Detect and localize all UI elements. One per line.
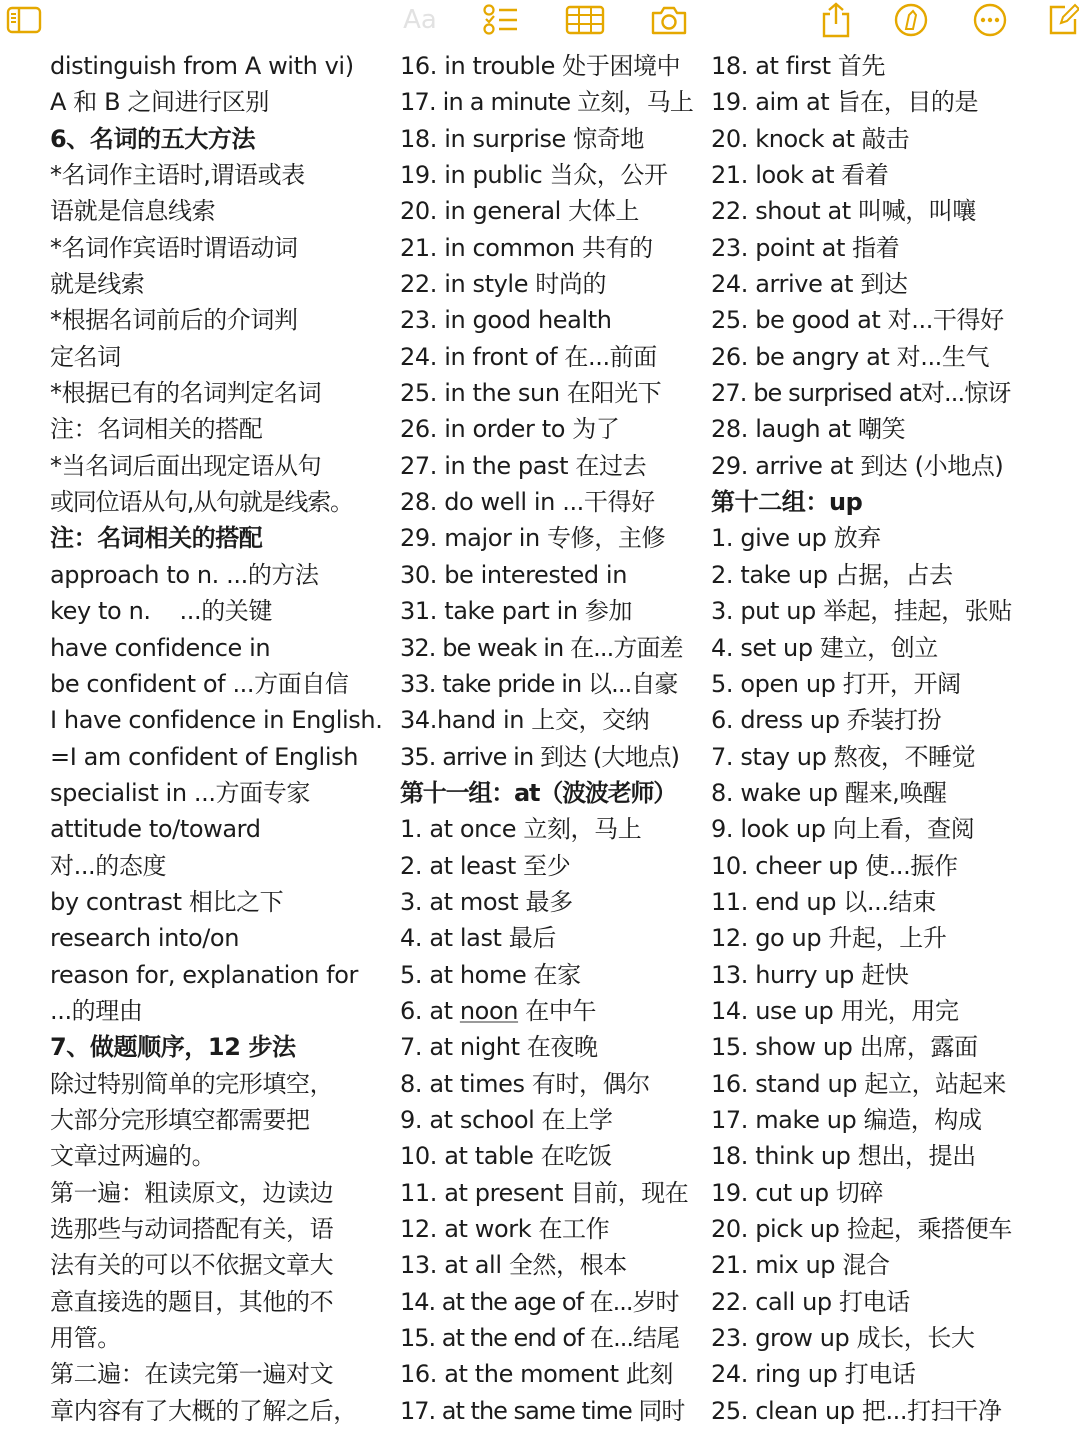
markup-button[interactable] bbox=[891, 2, 931, 38]
note-line: 23. in good health bbox=[400, 306, 612, 335]
note-line: 15. show up 出席，露面 bbox=[711, 1033, 978, 1062]
note-line: 第二遍：在读完第一遍对文 bbox=[50, 1360, 334, 1389]
note-line: key to n. ...的关键 bbox=[50, 597, 273, 626]
note-line: 18. think up 想出，提出 bbox=[711, 1142, 976, 1171]
note-line: 章内容有了大概的了解之后， bbox=[50, 1396, 357, 1425]
note-line: *名词作主语时,谓语或表 bbox=[50, 161, 305, 190]
note-line: 22. shout at 叫喊，叫嚷 bbox=[711, 197, 976, 226]
note-column-3 bbox=[711, 48, 1051, 1429]
note-line: 25. clean up 把...打扫干净 bbox=[711, 1396, 1002, 1425]
note-line: 9. at school 在上学 bbox=[400, 1105, 613, 1134]
note-line: 21. mix up 混合 bbox=[711, 1251, 890, 1280]
note-line: 13. hurry up 赶快 bbox=[711, 960, 909, 989]
note-line: 20. pick up 捡起，乘搭便车 bbox=[711, 1215, 1012, 1243]
note-line: 25. in the sun 在阳光下 bbox=[400, 379, 662, 408]
note-line: 18. at first 首先 bbox=[711, 52, 886, 80]
note-line: research into/on bbox=[50, 924, 240, 953]
note-line: 29. arrive at 到达 (小地点) bbox=[711, 451, 1004, 480]
note-line: 20. in general 大体上 bbox=[400, 197, 639, 226]
note-line: 12. go up 升起，上升 bbox=[711, 924, 947, 953]
note-line: specialist in ...方面专家 bbox=[50, 778, 310, 807]
note-line: 3. put up 举起，挂起，张贴 bbox=[711, 597, 1012, 626]
note-line: 27. be surprised at对...惊讶 bbox=[711, 379, 1011, 408]
compose-icon bbox=[1047, 3, 1079, 37]
note-line: 5. at home 在家 bbox=[400, 960, 581, 989]
checklist-icon bbox=[482, 3, 520, 37]
note-line: 16. in trouble 处于困境中 bbox=[400, 52, 681, 80]
note-line: 28. do well in ...干得好 bbox=[400, 488, 655, 517]
note-line: 语就是信息线索 bbox=[50, 197, 216, 226]
note-line: 13. at all 全然，根本 bbox=[400, 1251, 627, 1280]
note-line: 5. open up 打开，开阔 bbox=[711, 669, 961, 698]
note-line: 对...的态度 bbox=[50, 851, 167, 880]
note-line: 14. use up 用光，用完 bbox=[711, 996, 959, 1025]
more-button[interactable] bbox=[970, 2, 1010, 38]
note-line: 28. laugh at 嘲笑 bbox=[711, 415, 906, 444]
note-line: 12. at work 在工作 bbox=[400, 1215, 610, 1243]
section-heading: 第十二组：up bbox=[711, 488, 863, 517]
note-line-suffix: 在中午 bbox=[518, 996, 597, 1025]
note-line: have confidence in bbox=[50, 633, 271, 662]
sidebar-icon bbox=[6, 6, 42, 34]
note-line: 20. knock at 敲击 bbox=[711, 124, 910, 153]
note-line: ...的理由 bbox=[50, 996, 143, 1025]
note-line bbox=[400, 993, 705, 1029]
note-line: *名词作宾语时谓语动词 bbox=[50, 233, 298, 262]
note-line: 26. be angry at 对...生气 bbox=[711, 342, 990, 371]
note-line: 第一遍：粗读原文，边读边 bbox=[50, 1178, 334, 1207]
note-line: 19. aim at 旨在，目的是 bbox=[711, 88, 979, 117]
table-icon bbox=[565, 5, 605, 35]
note-line: 35. arrive in 到达 (大地点) bbox=[400, 742, 680, 771]
note-line: 意直接选的题目，其他的不 bbox=[50, 1287, 334, 1316]
note-line: 33. take pride in 以...自豪 bbox=[400, 669, 678, 698]
note-line: 10. at table 在吃饭 bbox=[400, 1142, 612, 1171]
note-line: 7. stay up 熬夜，不睡觉 bbox=[711, 742, 976, 771]
share-button[interactable] bbox=[816, 2, 856, 38]
note-line: 22. in style 时尚的 bbox=[400, 270, 607, 299]
notes-toolbar bbox=[0, 0, 1080, 42]
note-line: 6. dress up 乔装打扮 bbox=[711, 706, 942, 735]
note-line: distinguish from A with vi) bbox=[50, 52, 354, 80]
note-line: 24. in front of 在...前面 bbox=[400, 342, 657, 371]
note-line: 34.hand in 上交，交纳 bbox=[400, 706, 650, 735]
note-line: 31. take part in 参加 bbox=[400, 597, 633, 626]
note-line: 1. at once 立刻，马上 bbox=[400, 815, 642, 844]
note-line: 17. in a minute 立刻，马上 bbox=[400, 88, 694, 117]
format-text-icon: Aa bbox=[403, 5, 437, 35]
note-line: 26. in order to 为了 bbox=[400, 415, 620, 444]
note-line: 除过特别简单的完形填空， bbox=[50, 1069, 334, 1098]
note-line: 14. at the age of 在...岁时 bbox=[400, 1287, 679, 1316]
note-line: I have confidence in English. bbox=[50, 706, 383, 735]
note-line: attitude to/toward bbox=[50, 815, 261, 844]
note-line: 注：名词相关的搭配 bbox=[50, 415, 263, 444]
note-line: 4. set up 建立，创立 bbox=[711, 633, 938, 662]
note-line: 23. grow up 成长，长大 bbox=[711, 1324, 975, 1353]
note-line: 11. end up 以...结束 bbox=[711, 887, 936, 916]
note-column-1 bbox=[50, 48, 395, 1429]
note-line: 10. cheer up 使...振作 bbox=[711, 851, 958, 880]
note-line: 17. make up 编造，构成 bbox=[711, 1105, 982, 1134]
note-line: 23. point at 指着 bbox=[711, 233, 900, 262]
text-format-button[interactable] bbox=[398, 2, 442, 38]
note-line: =I am confident of English bbox=[50, 742, 359, 771]
note-line: 21. in common 共有的 bbox=[400, 233, 653, 262]
underlined-word: noon bbox=[459, 996, 519, 1025]
note-line: *当名词后面出现定语从句 bbox=[50, 451, 322, 480]
note-line: 16. stand up 起立，站起来 bbox=[711, 1069, 1006, 1098]
checklist-button[interactable] bbox=[480, 2, 522, 38]
note-line: 30. be interested in bbox=[400, 560, 628, 589]
note-line: 17. at the same time 同时 bbox=[400, 1396, 685, 1425]
note-line: approach to n. ...的方法 bbox=[50, 560, 319, 589]
note-line: 22. call up 打电话 bbox=[711, 1287, 910, 1316]
note-line: 32. be weak in 在...方面差 bbox=[400, 633, 683, 662]
note-line: 8. wake up 醒来,唤醒 bbox=[711, 778, 947, 807]
note-line: 24. ring up 打电话 bbox=[711, 1360, 916, 1389]
note-line: A 和 B 之间进行区别 bbox=[50, 88, 269, 117]
note-line: 21. look at 看着 bbox=[711, 161, 889, 190]
more-icon bbox=[973, 3, 1007, 37]
sidebar-toggle-button[interactable] bbox=[4, 2, 44, 38]
note-line: 就是线索 bbox=[50, 270, 145, 299]
note-line: be confident of ...方面自信 bbox=[50, 669, 349, 698]
section-heading: 第十一组：at（波波老师） bbox=[400, 778, 677, 807]
note-line: 3. at most 最多 bbox=[400, 887, 573, 916]
note-line: 29. major in 专修，主修 bbox=[400, 524, 666, 553]
note-line: 24. arrive at 到达 bbox=[711, 270, 908, 299]
note-line: 25. be good at 对...干得好 bbox=[711, 306, 1004, 335]
note-line: 9. look up 向上看，查阅 bbox=[711, 815, 975, 844]
table-button[interactable] bbox=[563, 2, 607, 38]
section-heading: 6、名词的五大方法 bbox=[50, 124, 256, 153]
note-line: 15. at the end of 在...结尾 bbox=[400, 1324, 680, 1353]
note-line: 18. in surprise 惊奇地 bbox=[400, 124, 644, 153]
note-line: 2. at least 至少 bbox=[400, 851, 571, 880]
note-line: 文章过两遍的。 bbox=[50, 1142, 216, 1171]
section-heading: 注：名词相关的搭配 bbox=[50, 524, 263, 553]
note-line: 7. at night 在夜晚 bbox=[400, 1033, 598, 1062]
share-icon bbox=[820, 2, 852, 38]
note-line: 4. at last 最后 bbox=[400, 924, 556, 953]
note-line: 11. at present 目前，现在 bbox=[400, 1178, 689, 1207]
note-line: 8. at times 有时，偶尔 bbox=[400, 1069, 650, 1098]
note-line: 或同位语从句,从句就是线索。 bbox=[50, 488, 353, 517]
camera-button[interactable] bbox=[647, 2, 691, 38]
camera-icon bbox=[649, 4, 689, 36]
note-line: 大部分完形填空都需要把 bbox=[50, 1105, 310, 1134]
note-line: 1. give up 放弃 bbox=[711, 524, 881, 553]
note-line-prefix: 6. at bbox=[400, 996, 460, 1025]
note-line: 选那些与动词搭配有关，语 bbox=[50, 1215, 334, 1243]
note-line: 27. in the past 在过去 bbox=[400, 451, 647, 480]
note-line: 16. at the moment 此刻 bbox=[400, 1360, 674, 1389]
note-column-2 bbox=[400, 48, 705, 1429]
note-line: 19. cut up 切碎 bbox=[711, 1178, 884, 1207]
note-line: *根据名词前后的介词判 bbox=[50, 306, 298, 335]
markup-pen-icon bbox=[894, 3, 928, 37]
section-heading: 7、做题顺序，12 步法 bbox=[50, 1033, 296, 1062]
note-line: 用管。 bbox=[50, 1324, 121, 1353]
note-line: reason for, explanation for bbox=[50, 960, 358, 989]
compose-button[interactable] bbox=[1046, 2, 1080, 38]
note-line: 19. in public 当众，公开 bbox=[400, 161, 668, 190]
note-line: 2. take up 占据，占去 bbox=[711, 560, 953, 589]
note-line: 定名词 bbox=[50, 342, 121, 371]
note-line: *根据已有的名词判定名词 bbox=[50, 379, 322, 408]
note-line: by contrast 相比之下 bbox=[50, 887, 284, 916]
note-line: 法有关的可以不依据文章大 bbox=[50, 1251, 334, 1280]
